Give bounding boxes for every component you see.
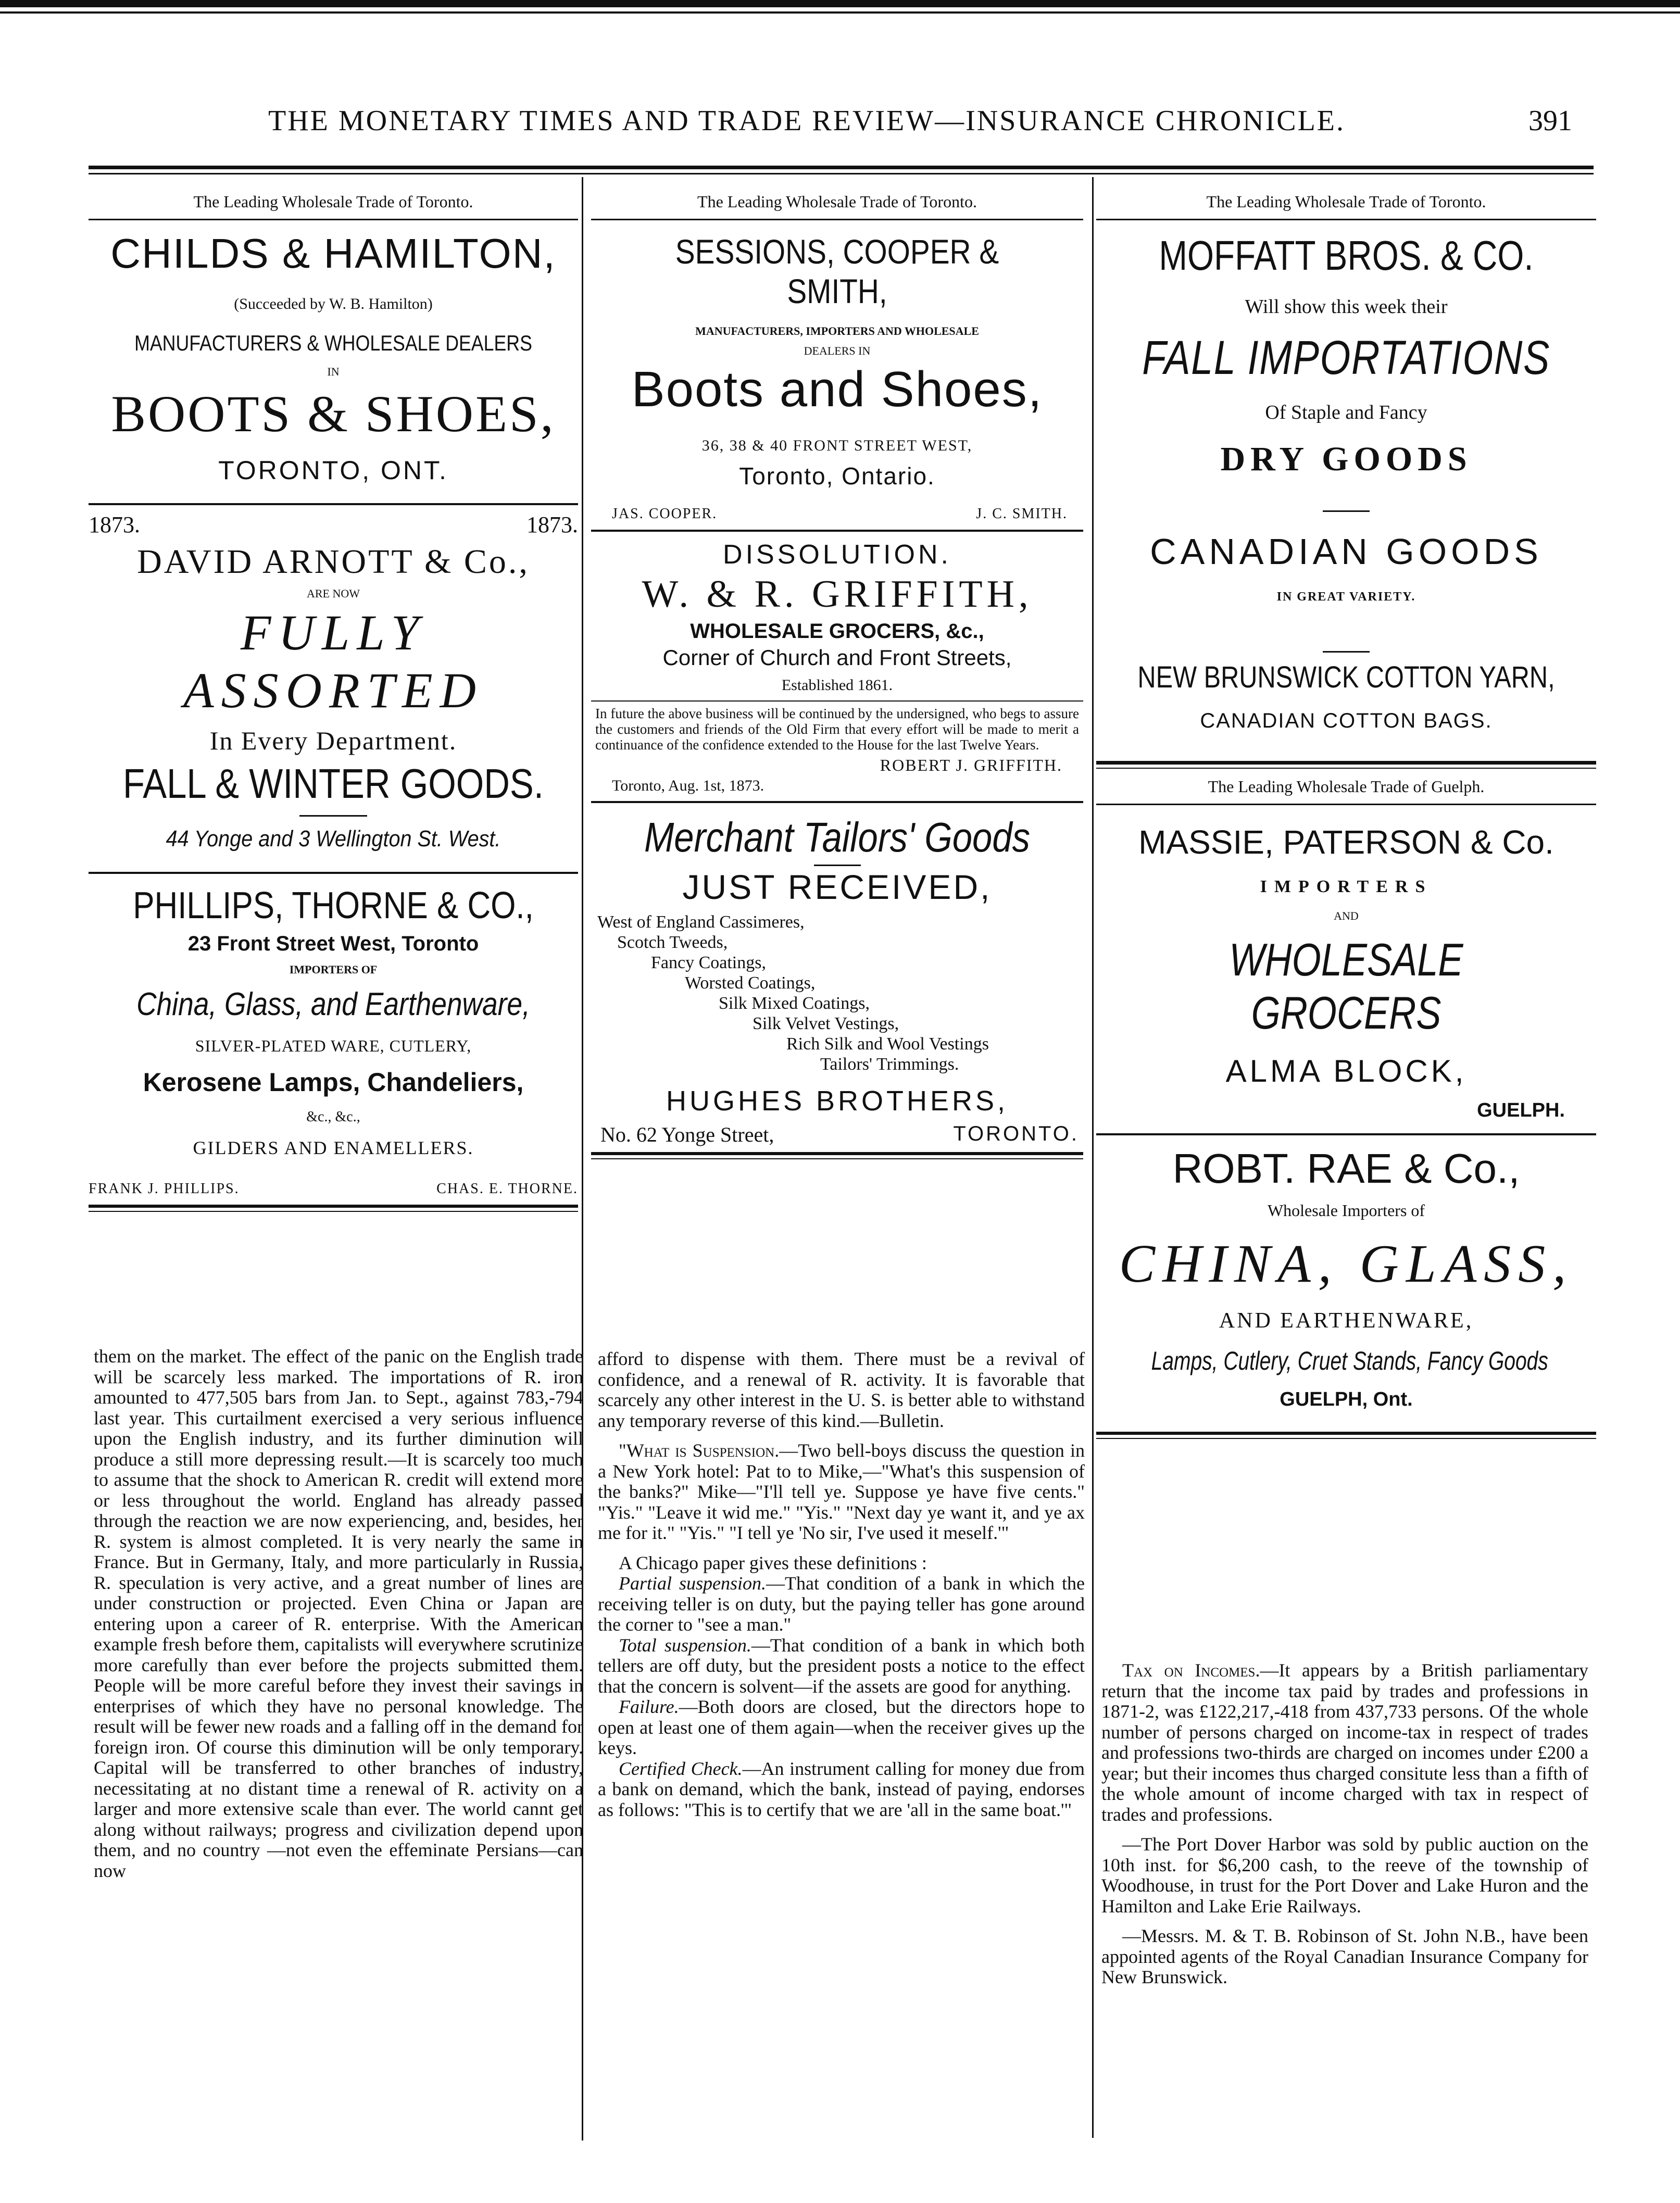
heading-rule <box>1096 804 1596 805</box>
ad-bottom-rule-thick <box>591 1152 1083 1155</box>
firm-name: HUGHES BROTHERS, <box>666 1085 1009 1117</box>
ad-title: Merchant Tailors' Goods <box>644 814 1030 860</box>
column-3-ads <box>1096 180 1596 1439</box>
in-line: IN <box>327 365 340 378</box>
article-paragraph: —The Port Dover Harbor was sold by public auction on the 10th inst. for $6,200 cash, to the reeve of the township of Woodhouse, in trust for the Port Dover and Lake Huron and the Hamilton and Lake Erie Railways. <box>1101 1834 1588 1917</box>
dry-goods: DRY GOODS <box>1220 440 1472 478</box>
article-paragraph: A Chicago paper gives these definitions : <box>619 1552 927 1573</box>
subtitle-line: Wholesale Importers of <box>1267 1201 1425 1220</box>
firm-name: SESSIONS, COOPER & SMITH, <box>675 232 999 310</box>
staple-line: Of Staple and Fancy <box>1265 402 1427 423</box>
article-paragraph <box>598 1759 1085 1821</box>
paragraph-text: —Two bell-boys discuss the question in a New York hotel: Pat to to Mike,—"What's this suspension of the banks?" Mike—"I'll tell ye. Suppose ye have five cents." "Yis." "Leave it wid me." "Yis." "Next day ye want it, and ye ax me for it." "Yis." "I tell ye 'No sir, I've used it meself.'" <box>598 1440 1085 1543</box>
fall-importations: FALL IMPORTATIONS <box>1142 331 1550 384</box>
ad-divider <box>591 530 1083 532</box>
year-left: 1873. <box>89 512 140 537</box>
ad-griffith <box>591 539 1083 795</box>
ad-divider <box>1096 1133 1596 1135</box>
cotton-yarn: NEW BRUNSWICK COTTON YARN, <box>1137 660 1555 694</box>
ad-massie-paterson <box>1096 823 1596 1122</box>
china-glass: CHINA, GLASS, <box>1119 1234 1574 1294</box>
year-right: 1873. <box>526 512 578 537</box>
article-paragraph <box>598 1635 1085 1697</box>
paragraph-head: Failure. <box>619 1696 679 1717</box>
item-list <box>591 912 1083 1074</box>
ad-bottom-rule-thin <box>89 1211 578 1212</box>
notice-text: In future the above business will be continued by the undersigned, who begs to assure the customers and friends of the Old Firm that every effort will be made to merit a continuance of the confidence extended to the House for the last Twelve Years. <box>595 706 1079 753</box>
partner-left: JAS. COOPER. <box>612 506 718 522</box>
list-item: West of England Cassimeres, <box>597 912 805 932</box>
silver-line: SILVER-PLATED WARE, CUTLERY, <box>195 1036 472 1055</box>
article-income-tax <box>1101 1660 1588 2129</box>
earthenware-line: AND EARTHENWARE, <box>1219 1309 1474 1333</box>
city-line: Toronto, Ontario. <box>739 462 935 490</box>
header-rule-thin <box>89 173 1594 174</box>
top-border-thin <box>0 11 1680 14</box>
short-rule <box>299 815 367 817</box>
short-rule <box>814 865 861 866</box>
short-rule <box>591 700 1083 702</box>
column-divider-1 <box>582 177 583 1354</box>
paragraph-head: "What is Suspension. <box>619 1440 780 1461</box>
firm-name: PHILLIPS, THORNE & CO., <box>133 885 534 927</box>
paragraph-head: Tax on Incomes. <box>1122 1660 1260 1681</box>
section-heading: The Leading Wholesale Trade of Toronto. <box>697 192 977 211</box>
section-heading: The Leading Wholesale Trade of Toronto. <box>193 192 473 211</box>
page-number: 391 <box>1528 105 1572 137</box>
paragraph-head: Total suspension. <box>619 1634 751 1656</box>
column-divider-2 <box>1092 177 1094 2138</box>
page-header <box>83 104 1594 146</box>
dealer-line-2: DEALERS IN <box>804 344 871 357</box>
firm-name: W. & R. GRIFFITH, <box>642 573 1033 616</box>
section-heading-guelph: The Leading Wholesale Trade of Guelph. <box>1208 777 1485 796</box>
firm-name: ROBT. RAE & Co., <box>1172 1145 1520 1192</box>
goods-line: FALL & WINTER GOODS. <box>123 760 544 807</box>
list-item: Tailors' Trimmings. <box>820 1055 959 1074</box>
paragraph-text: —It appears by a British parliamentary return that the income tax paid by trades and professions in 1871-2, was £122,217,-418 from 437,733 persons. Of the whole number of persons charged on income-tax in respect of trades and professions two-thirds are charged on incomes under £200 a year; but their incomes thus charged consitute less than a fifth of the whole amount of income charged with tax in respect of trades and professions. <box>1101 1660 1588 1825</box>
firm-name: DAVID ARNOTT & Co., <box>137 543 530 581</box>
list-item: Silk Velvet Vestings, <box>753 1014 899 1033</box>
list-item: Fancy Coatings, <box>651 953 766 972</box>
paragraph-text: —Both doors are closed, but the directors hope to open at least one of them again—when the receiver gives up the keys. <box>598 1696 1085 1758</box>
paragraph-head: Certified Check. <box>619 1758 743 1779</box>
lamps-line: Kerosene Lamps, Chandeliers, <box>143 1068 524 1097</box>
short-rule <box>1323 510 1370 512</box>
article-paragraph <box>598 1349 1085 1431</box>
list-item: Scotch Tweeds, <box>617 933 728 952</box>
list-item: Worsted Coatings, <box>685 973 816 993</box>
etc-line: &c., &c., <box>306 1109 360 1125</box>
dealer-line: MANUFACTURERS & WHOLESALE DEALERS <box>134 331 532 355</box>
header-rule-thick <box>89 166 1594 169</box>
top-border <box>0 0 1680 7</box>
ad-david-arnott <box>89 511 578 852</box>
dealer-line-1: MANUFACTURERS, IMPORTERS AND WHOLESALE <box>695 324 979 337</box>
article-paragraph <box>598 1697 1085 1759</box>
paragraph-text: —That condition of a bank in which the receiving teller is on duty, but the paying teller has gone around the corner to "see a man." <box>598 1573 1085 1635</box>
heading-rule <box>89 219 578 220</box>
received-line: JUST RECEIVED, <box>682 868 992 906</box>
lamps-line: Lamps, Cutlery, Cruet Stands, Fancy Goods <box>1151 1346 1548 1375</box>
product-line: BOOTS & SHOES, <box>111 385 556 443</box>
partner-right: J. C. SMITH. <box>976 506 1068 522</box>
ad-bottom-rule-thin <box>1096 1438 1596 1439</box>
address-line: 36, 38 & 40 FRONT STREET WEST, <box>701 437 973 454</box>
year-row <box>89 511 578 538</box>
paragraph-text: afford to dispense with them. There must be a revival of confidence, and a renewal of R. activity. It is favorable that scarcely any other interest in the U. S. is better able to withstand any temporary reverse of this kind.—Bulletin. <box>598 1349 1085 1431</box>
column-2-ads <box>591 180 1083 1159</box>
are-now: ARE NOW <box>306 587 360 600</box>
canadian-goods: CANADIAN GOODS <box>1150 531 1543 572</box>
ad-divider <box>591 801 1083 803</box>
article-paragraph <box>598 1573 1085 1635</box>
publication-title: THE MONETARY TIMES AND TRADE REVIEW—INSURANCE CHRONICLE. <box>268 105 1346 137</box>
address-line: 44 Yonge and 3 Wellington St. West. <box>166 826 501 852</box>
importers-line: IMPORTERS <box>1260 877 1433 896</box>
business-type: WHOLESALE GROCERS, &c., <box>690 620 984 643</box>
heading-rule <box>591 219 1083 220</box>
paragraph-text: —That condition of a bank in which both tellers are off duty, but the president posts a notice to the effect that the concern is solvent—if the assets are good for anything. <box>598 1634 1085 1697</box>
ad-moffatt-bros <box>1096 232 1596 733</box>
firm-name: MOFFATT BROS. & CO. <box>1159 232 1534 279</box>
section-rule-thin <box>1096 768 1596 769</box>
list-item: Silk Mixed Coatings, <box>719 994 870 1013</box>
city-line: GUELPH, Ont. <box>1280 1388 1413 1410</box>
cotton-bags: CANADIAN COTTON BAGS. <box>1200 709 1493 732</box>
heading-rule <box>1096 219 1596 220</box>
article-paragraph: —Messrs. M. & T. B. Robinson of St. John N.B., have been appointed agents of the Royal Canadian Insurance Company for New Brunswick. <box>1101 1925 1588 1987</box>
block-line: ALMA BLOCK, <box>1225 1054 1467 1088</box>
address-left: No. 62 Yonge Street, <box>600 1123 774 1146</box>
department-line: In Every Department. <box>209 726 457 755</box>
product-line: China, Glass, and Earthenware, <box>136 986 530 1022</box>
partner-left: FRANK J. PHILLIPS. <box>89 1181 240 1197</box>
ad-robt-rae <box>1096 1145 1596 1411</box>
variety-line: IN GREAT VARIETY. <box>1276 590 1416 604</box>
partner-right: CHAS. E. THORNE. <box>436 1181 578 1197</box>
firm-name: MASSIE, PATERSON & Co. <box>1138 823 1554 861</box>
product-line: Boots and Shoes, <box>631 361 1043 417</box>
section-rule-thick <box>1096 761 1596 765</box>
article-paragraph <box>1101 1660 1588 1825</box>
column-1-ads <box>89 180 578 1212</box>
article-paragraph: them on the market. The effect of the panic on the English trade will be scarcely less marked. The importations of R. iron amounted to 477,505 bars from Jan. to Sept., against 783,-794 last year. This curtailment exercised a very serious influence upon the English industry, and its further diminution will produce a still more depressing result.—It is scarcely too much to assume that the shock to American R. credit will extend more or less throughout the world. England has already passed through the reaction we are now experiencing, and, besides, her R. system is almost completed. It is very nearly the same in France. But in Germany, Italy, and more particularly in Russia, R. speculation is very active, and a great number of lines are under construction or projected. Even China or Japan are entering upon a career of R. enterprise. With the American example fresh before them, capitalists will everywhere scrutinize more carefully than ever before the projects submitted them. People will be more careful before they invest their savings in enterprises of which they have no personal knowledge. The result will be fewer new roads and a falling off in the demand for foreign iron. Of course this diminution will be only temporary. Capital will be transferred to other branches of industry, necessitating at no distant time a renewal of R. activity on a larger and more extensive scale than ever. The world cannt get along without railways; progress and civilization depend upon them, and no country —not even the effeminate Persians—can now <box>94 1346 583 1881</box>
fully-assorted: FULLY ASSORTED <box>183 605 483 718</box>
list-item: Rich Silk and Wool Vestings <box>786 1034 989 1054</box>
signer: ROBERT J. GRIFFITH. <box>880 756 1062 774</box>
city-line: GUELPH. <box>1477 1099 1565 1121</box>
partners-row <box>591 506 1083 522</box>
article-railway-panic <box>94 1346 583 2122</box>
article-paragraph <box>598 1441 1085 1544</box>
ad-phillips-thorne <box>89 884 578 1197</box>
dissolution-line: DISSOLUTION. <box>723 540 951 570</box>
address-right: TORONTO. <box>953 1122 1079 1145</box>
wholesale-grocers: WHOLESALE GROCERS <box>1229 934 1463 1038</box>
ad-bottom-rule-thin <box>591 1158 1083 1159</box>
gilders-line: GILDERS AND ENAMELLERS. <box>193 1137 474 1158</box>
and-line: AND <box>1334 909 1359 922</box>
ad-childs-hamilton <box>89 230 578 485</box>
ad-bottom-rule-thick <box>1096 1432 1596 1435</box>
date-line: Toronto, Aug. 1st, 1873. <box>612 777 764 794</box>
address-line: 23 Front Street West, Toronto <box>187 932 479 955</box>
paragraph-head: Partial suspension. <box>619 1573 767 1594</box>
importers-line: IMPORTERS OF <box>289 963 378 976</box>
address-row <box>591 1122 1083 1147</box>
successor-line: (Succeeded by W. B. Hamilton) <box>234 295 433 312</box>
article-suspension <box>598 1349 1085 2120</box>
city-line: TORONTO, ONT. <box>218 456 448 485</box>
firm-name: CHILDS & HAMILTON, <box>110 230 556 277</box>
established-line: Established 1861. <box>781 677 893 694</box>
ad-hughes-brothers <box>591 813 1083 1147</box>
corner-line: Corner of Church and Front Streets, <box>662 645 1012 670</box>
show-line: Will show this week their <box>1245 296 1448 318</box>
paragraph-text: —An instrument calling for money due from a bank on demand, which the bank, instead of paying, endorses as follows: "This is to certify that we are 'all in the same boat.'" <box>598 1758 1085 1820</box>
ad-sessions-cooper-smith <box>591 232 1083 522</box>
short-rule <box>1323 651 1370 653</box>
ad-divider <box>89 503 578 505</box>
section-heading: The Leading Wholesale Trade of Toronto. <box>1206 192 1486 211</box>
partners-row <box>89 1181 578 1197</box>
ad-bottom-rule-thick <box>89 1205 578 1208</box>
ad-divider <box>89 872 578 874</box>
